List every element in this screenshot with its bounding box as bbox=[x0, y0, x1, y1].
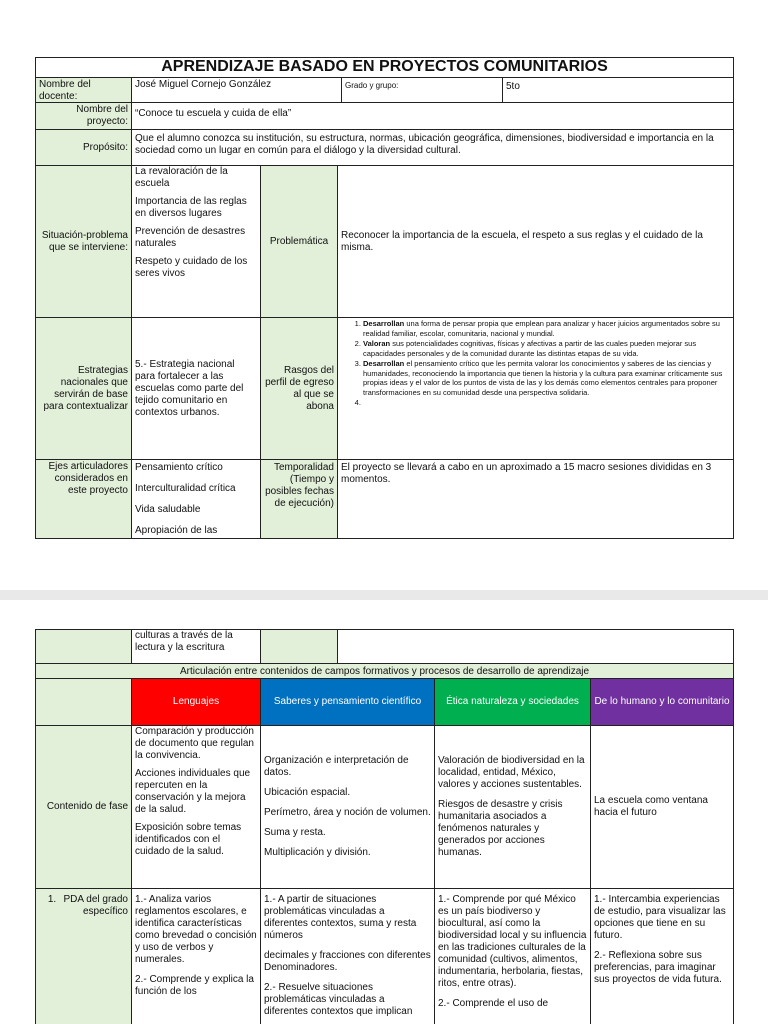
pda-item: 2.- Reflexiona sobre sus preferencias, para imaginar sus proyectos de vida futura. bbox=[594, 950, 722, 985]
contenido-saberes bbox=[260, 725, 435, 889]
situacion-item: Importancia de las reglas en diversos lugares bbox=[135, 196, 247, 219]
campo-header-lenguajes: Lenguajes bbox=[131, 678, 261, 726]
proposito-value: Que el alumno conozca su institución, su estructura, normas, ubicación geográfica, dimensiones, biodiversidad e importancia en la sociedad como un lugar en común para el diálogo y la diversidad cultural. bbox=[131, 129, 734, 166]
pda-item: 1.- Comprende por qué México es un país biodiverso y biocultural, así como la biodiversidad local y su influencia en las tradiciones culturales de la comunidad (cultivos, alimentos, indumentaria, herbolaria, fiestas, ritos, entre otras). bbox=[438, 894, 587, 989]
eje-item: Interculturalidad crítica bbox=[135, 483, 236, 494]
contenido-item: Acciones individuales que repercuten en la conservación y la mejora de la salud. bbox=[135, 768, 251, 815]
docente-label: Nombre del docente: bbox=[35, 77, 132, 103]
contenido-item: Organización e interpretación de datos. bbox=[264, 755, 409, 778]
pda-humano bbox=[590, 888, 734, 1024]
temporalidad-label: Temporalidad (Tiempo y posibles fechas de ejecución) bbox=[260, 459, 338, 539]
pda-item: 1.- A partir de situaciones problemáticas vinculadas a diferentes contextos, suma y resta números bbox=[264, 894, 417, 941]
eje-item: Apropiación de las bbox=[135, 525, 218, 536]
contenido-item: Ubicación espacial. bbox=[264, 787, 351, 798]
ejes-list bbox=[131, 459, 261, 539]
contenido-humano bbox=[590, 725, 734, 889]
situacion-item: Prevención de desastres naturales bbox=[135, 226, 246, 249]
rasgos-label: Rasgos del perfil de egreso al que se abona bbox=[260, 317, 338, 460]
estrategias-value: 5.- Estrategia nacional para fortalecer a las escuelas como parte del tejido comunitario en contextos urbanos. bbox=[131, 317, 261, 460]
campos-corner bbox=[35, 678, 132, 726]
contenido-item: Multiplicación y división. bbox=[264, 847, 371, 858]
ejes-continuation-label bbox=[35, 629, 132, 664]
pda-item: 2.- Comprende y explica la función de los bbox=[135, 974, 254, 997]
situacion-item: Respeto y cuidado de los seres vivos bbox=[135, 256, 248, 279]
campo-header-humano: De lo humano y lo comunitario bbox=[590, 678, 734, 726]
temporalidad-value: El proyecto se llevará a cabo en un aproximado a 15 macro sesiones divididas en 3 momentos. bbox=[337, 459, 734, 539]
pda-etica bbox=[434, 888, 591, 1024]
estrategias-label: Estrategias nacionales que servirán de base para contextualizar bbox=[35, 317, 132, 460]
contenido-etica bbox=[434, 725, 591, 889]
pda-item: decimales y fracciones con diferentes Denominadores. bbox=[264, 950, 431, 973]
rasgo-item: 1. Desarrollan una forma de pensar propia que emplean para analizar y hacer juicios argumentados sobre su realidad familiar, escolar, comunitaria, nacional y mundial. bbox=[363, 319, 730, 338]
contenido-item: Exposición sobre temas identificados con el cuidado de la salud. bbox=[135, 822, 242, 857]
rasgo-item: 3. Desarrollan el pensamiento crítico que les permita valorar los conocimientos y saberes de las ciencias y humanidades, reconociendo la importancia que tienen la historia y la cultura para examinar críticamente sus propias ideas y el valor de los puntos de vista de las y los demás como elementos centrales para proponer transformaciones en su comunidad desde una perspectiva solidaria. bbox=[363, 359, 730, 397]
situacion-item: La revaloración de la escuela bbox=[135, 166, 228, 189]
pda-item: 1.- Analiza varios reglamentos escolares, e identifica características como brevedad o concisión y uso de verbos y numerales. bbox=[135, 894, 257, 965]
pda-label: 1. PDA del grado específico bbox=[59, 894, 128, 918]
proposito-label: Propósito: bbox=[35, 129, 132, 166]
document-page-2 bbox=[0, 600, 768, 1024]
pda-label-cell bbox=[35, 888, 132, 1024]
proyecto-value: “Conoce tu escuela y cuida de ella” bbox=[131, 102, 734, 130]
contenido-item: Perímetro, área y noción de volumen. bbox=[264, 807, 431, 818]
rasgo-item bbox=[363, 398, 730, 408]
contenido-item: Suma y resta. bbox=[264, 827, 326, 838]
ejes-continuation: culturas a través de la lectura y la escritura bbox=[131, 629, 261, 664]
situacion-label: Situación-problema que se interviene: bbox=[35, 165, 132, 318]
contenido-item: La escuela como ventana hacia el futuro bbox=[594, 795, 708, 818]
contenido-lenguajes bbox=[131, 725, 261, 889]
eje-item: Vida saludable bbox=[135, 504, 201, 515]
docente-value: José Miguel Cornejo González bbox=[131, 77, 342, 103]
rasgo-item: 2. Valoran sus potencialidades cognitivas, físicas y afectivas a partir de las cuales pueden mejorar sus capacidades personales y de la comunidad durante las distintas etapas de su vida. bbox=[363, 339, 730, 358]
grado-value: 5to bbox=[502, 77, 734, 103]
contenido-label: Contenido de fase bbox=[35, 725, 132, 889]
pda-item: 2.- Comprende el uso de bbox=[438, 998, 549, 1009]
pda-item: 1.- Intercambia experiencias de estudio, para visualizar las opciones que tiene en su futuro. bbox=[594, 894, 726, 941]
problematica-label: Problemática bbox=[260, 165, 338, 318]
contenido-item: Comparación y producción de documento que regulan la convivencia. bbox=[135, 726, 254, 761]
pda-lenguajes bbox=[131, 888, 261, 1024]
eje-item: Pensamiento crítico bbox=[135, 462, 223, 473]
grado-label: Grado y grupo: bbox=[341, 77, 503, 103]
document-title: APRENDIZAJE BASADO EN PROYECTOS COMUNITARIOS bbox=[35, 57, 734, 78]
rasgos-list bbox=[337, 317, 734, 460]
campo-header-etica: Ética naturaleza y sociedades bbox=[434, 678, 591, 726]
temporalidad-continuation-label bbox=[260, 629, 338, 664]
campo-header-saberes: Saberes y pensamiento científico bbox=[260, 678, 435, 726]
temporalidad-continuation bbox=[337, 629, 734, 664]
contenido-item: Valoración de biodiversidad en la localidad, entidad, México, valores y acciones sustentables. bbox=[438, 755, 585, 790]
contenido-item: Riesgos de desastre y crisis humanitaria asociados a fenómenos naturales y generados por acciones humanas. bbox=[438, 799, 563, 858]
pda-saberes bbox=[260, 888, 435, 1024]
ejes-label: Ejes articuladores considerados en este proyecto bbox=[35, 459, 132, 539]
proyecto-label: Nombre del proyecto: bbox=[35, 102, 132, 130]
articulacion-header: Articulación entre contenidos de campos formativos y procesos de desarrollo de aprendizaje bbox=[35, 663, 734, 679]
situacion-list bbox=[131, 165, 261, 318]
problematica-value: Reconocer la importancia de la escuela, el respeto a sus reglas y el cuidado de la misma. bbox=[337, 165, 734, 318]
pda-item: 2.- Resuelve situaciones problemáticas vinculadas a diferentes contextos que implican bbox=[264, 982, 413, 1017]
